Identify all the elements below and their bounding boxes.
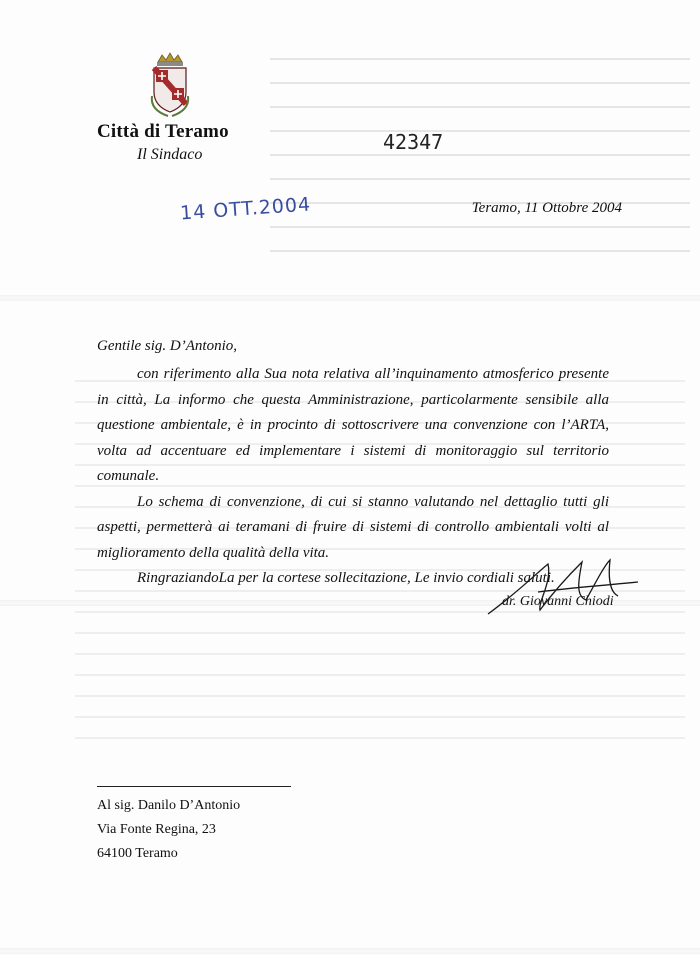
paper-fold [0,295,700,301]
handwritten-signature [478,552,648,622]
recipient-city: 64100 Teramo [97,846,178,861]
city-name: Città di Teramo [97,121,229,142]
letter-greeting: Gentile sig. D’Antonio, [97,338,237,354]
address-separator [97,786,291,787]
received-date-stamp: 14 OTT.2004 [179,193,312,225]
office-title: Il Sindaco [137,146,203,163]
letter-paragraph: con riferimento alla Sua nota relativa all’inquinamento atmosferico presente in città, La informo che questa Amministrazione, particolarmente sensibile alla questione ambientale, è in procinto di sottoscrivere una convenzione con l’ARTA, volta ad accentuare ed implementare i sistemi di monitoraggio sul territorio comunale. [97,366,609,484]
letter-paragraph: RingraziandoLa per la cortese sollecitazione, Le invio cordiali saluti. [137,570,555,586]
protocol-number: 42347 [383,130,444,154]
letter-paragraph: Lo schema di convenzione, di cui si stanno valutando nel dettaglio tutti gli aspetti, permetterà ai teramani di fruire di sistemi di controllo ambientali volti al miglioramento della qualità della vita. [97,493,609,561]
recipient-street: Via Fonte Regina, 23 [97,822,216,837]
city-crest-icon [148,52,192,118]
recipient-name: Al sig. Danilo D’Antonio [97,798,241,813]
bleed-through-top [270,58,690,258]
place-and-date: Teramo, 11 Ottobre 2004 [471,200,622,216]
paper-fold [0,948,700,954]
signer-name: dr. Giovanni Chiodi [502,594,614,609]
